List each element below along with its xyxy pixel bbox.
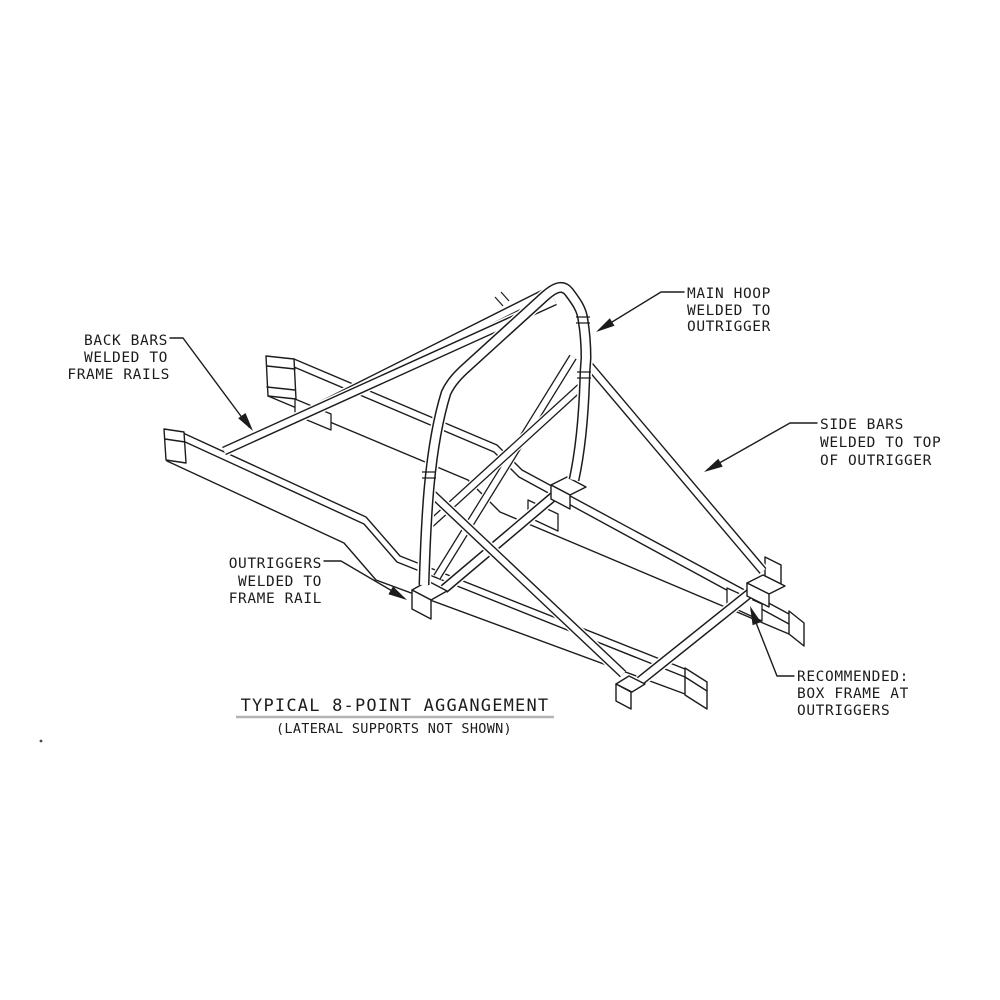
label-recommended xyxy=(797,669,909,719)
side-bar-right xyxy=(582,357,763,571)
arrowhead-main-hoop xyxy=(596,318,615,332)
label-outriggers-line2: WELDED TO xyxy=(238,574,322,590)
label-back-bars-line2: WELDED TO xyxy=(84,350,168,366)
label-recommended-line2: BOX FRAME AT xyxy=(797,686,909,702)
label-outriggers xyxy=(229,556,322,607)
near-rail-end-face xyxy=(164,429,186,463)
label-back-bars-line1: BACK BARS xyxy=(84,333,168,349)
label-side-bars-line3: OF OUTRIGGER xyxy=(820,453,932,469)
label-outriggers-line1: OUTRIGGERS xyxy=(228,556,322,572)
label-back-bars-line3: FRAME RAILS xyxy=(67,367,170,383)
label-recommended-line1: RECOMMENDED: xyxy=(797,669,909,685)
leader-side-bars xyxy=(704,423,817,472)
arrowhead-side-bars xyxy=(704,459,723,472)
far-rail-front-cut xyxy=(789,611,804,646)
label-main-hoop-line2: WELDED TO xyxy=(687,303,771,319)
stray-mark xyxy=(40,740,43,743)
label-main-hoop xyxy=(687,286,771,335)
drawing-subtitle: (LATERAL SUPPORTS NOT SHOWN) xyxy=(276,721,512,737)
label-side-bars xyxy=(820,417,941,469)
label-outriggers-line3: FRAME RAIL xyxy=(228,591,322,607)
leader-back-bars xyxy=(170,338,253,431)
leader-recommended xyxy=(750,606,794,676)
label-side-bars-line1: SIDE BARS xyxy=(820,417,904,433)
label-main-hoop-line3: OUTRIGGER xyxy=(687,319,771,335)
label-back-bars xyxy=(67,333,170,383)
far-rail-end-face xyxy=(266,356,296,399)
leader-main-hoop xyxy=(596,292,684,332)
label-main-hoop-line1: MAIN HOOP xyxy=(687,286,771,302)
drawing-title: TYPICAL 8-POINT AGGANGEMENT xyxy=(240,696,550,716)
label-side-bars-line2: WELDED TO TOP xyxy=(820,435,942,451)
label-recommended-line3: OUTRIGGERS xyxy=(797,703,891,719)
